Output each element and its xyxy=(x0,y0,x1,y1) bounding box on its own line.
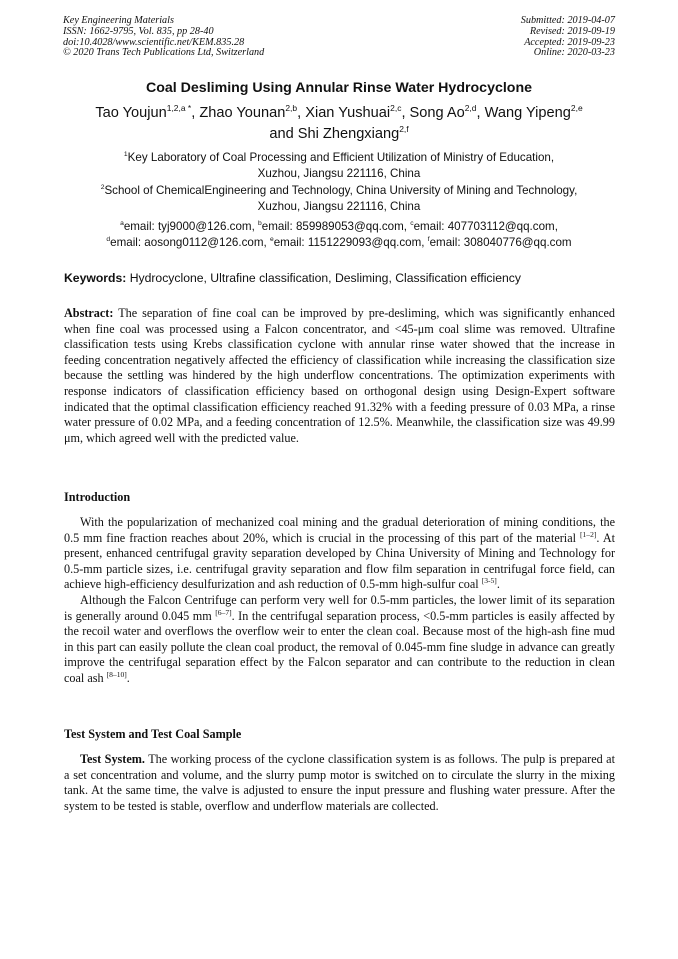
email-mark: f xyxy=(427,236,430,244)
keywords-text: Hydrocyclone, Ultrafine classification, Desliming, Classification efficiency xyxy=(129,271,521,285)
test-system-body xyxy=(64,752,615,814)
email-address[interactable]: email: 859989053@qq.com xyxy=(261,220,404,233)
publication-dates xyxy=(521,16,615,59)
subsection-runin-heading: Test System. xyxy=(80,752,145,766)
author-affiliation-mark: 2,d xyxy=(464,103,477,114)
email-address[interactable]: email: 407703112@qq.com xyxy=(413,220,555,233)
keywords xyxy=(64,271,615,285)
email-mark: d xyxy=(106,236,111,244)
author-list: Tao Youjun$^{1,2,a *}$, Zhao Younan$^{2,b}$, Xian Yushuai$^{2,c}$, Song Ao$^{2,d}$, Wang Yipeng$^{2,e}$ and Shi Zhengxiang$^{2,f}$ xyxy=(95,103,583,142)
email-mark: e xyxy=(269,236,274,244)
citation: [6–7] xyxy=(215,607,232,617)
paragraph-text: The working process of the cyclone classification system is as follows. The pulp is prepared at a set concentration and volume, and the slurry pump motor is switched on to circulate the slurry in the mixing tank. At the same time, the valve is adjusted to ensure the input pressure and flushing water pressure. After the system to be tested is stable, overflow and underflow materials are collected. xyxy=(64,752,615,813)
author-affiliation-mark: 1,2,a * xyxy=(166,103,192,114)
author-name: Wang Yipeng xyxy=(484,105,571,121)
citation: [8–10] xyxy=(106,669,127,679)
affiliation-number: 1 xyxy=(123,151,128,159)
email-address[interactable]: email: aosong0112@126.com xyxy=(110,236,264,249)
section-heading-test-system: Test System and Test Coal Sample xyxy=(64,727,242,741)
keywords-label: Keywords: xyxy=(64,271,127,285)
paragraph-text: . At present, enhanced centrifugal gravity separation developed by China University of Mining and Technology for 0.5-mm particle sizes, i.e. centrifugal gravity separation and flow film separation in centrifugal force field, can achieve high-efficiency desulfurization and ash reduction of 0.5-mm high-sulfur coal xyxy=(64,530,616,592)
email-mark: a xyxy=(120,220,124,228)
affiliation-number: 2 xyxy=(100,184,105,192)
affiliation-1 xyxy=(40,150,638,182)
paragraph-text: . xyxy=(496,577,500,592)
affiliation-line: School of ChemicalEngineering and Technology, China University of Mining and Technology, xyxy=(104,184,578,197)
issn-line: ISSN: 1662-9795, Vol. 835, pp 28-40 xyxy=(63,25,214,37)
paragraph xyxy=(64,515,615,593)
online-date: Online: 2020-03-23 xyxy=(533,47,615,59)
section-heading-introduction: Introduction xyxy=(64,490,131,504)
affiliation-2 xyxy=(40,183,638,215)
author-affiliation-mark: 2,c xyxy=(390,103,402,114)
paragraph xyxy=(64,752,615,814)
accepted-date: Accepted: 2019-09-23 xyxy=(524,36,615,48)
email-address[interactable]: email: 308040776@qq.com xyxy=(429,236,572,249)
abstract xyxy=(64,306,615,446)
author-emails: $^a$email: tyj9000@126.com, $^b$email: 859989053@qq.com, $^c$email: 407703112@qq.com, $^d$email: aosong0112@126.com, $^e$email: 1151229093@qq.com, $^f$email: 308040776@qq.com xyxy=(106,220,572,249)
paragraph-text: With the popularization of mechanized coal mining and the gradual deterioration of mining conditions, the 0.5 mm fine fraction reaches about 20%, which is crucial in the processing of this part of the material xyxy=(64,515,615,545)
citation: [1–2] xyxy=(580,529,597,539)
email-mark: c xyxy=(410,220,414,228)
email-mark: b xyxy=(258,220,262,228)
submitted-date: Submitted: 2019-04-07 xyxy=(520,15,615,26)
abstract-label: Abstract: xyxy=(64,306,114,320)
author-affiliation-mark: 2,f xyxy=(399,124,409,135)
author-name: Song Ao xyxy=(409,105,465,121)
author-name: Shi Zhengxiang xyxy=(297,126,400,142)
affiliation-location: Xuzhou, Jiangsu 221116, China xyxy=(257,200,421,213)
affiliation-line: Key Laboratory of Coal Processing and Efficient Utilization of Ministry of Education, xyxy=(127,151,555,164)
doi-line: doi:10.4028/www.scientific.net/KEM.835.28 xyxy=(63,36,245,48)
paragraph xyxy=(64,593,615,687)
author-affiliation-mark: 2,b xyxy=(285,103,298,114)
paragraph-text: Although the Falcon Centrifuge can perform very well for 0.5-mm particles, the lower limit of its separation is generally around 0.045 mm xyxy=(64,592,615,623)
copyright-line: © 2020 Trans Tech Publications Ltd, Switzerland xyxy=(63,47,265,59)
paper-title: Coal Desliming Using Annular Rinse Water Hydrocyclone xyxy=(145,80,533,96)
author-affiliation-mark: 2,e xyxy=(570,103,583,114)
author-name: Zhao Younan xyxy=(199,105,286,121)
journal-info xyxy=(63,16,264,59)
author-name: Tao Youjun xyxy=(95,105,167,121)
journal-name: Key Engineering Materials xyxy=(63,15,174,26)
introduction-body xyxy=(64,515,615,687)
abstract-text: The separation of fine coal can be improved by pre-desliming, which was significantly enhanced when fine coal was processed using a Falcon concentrator, and <45-μm coal slime was removed. Ultrafine classification tests using Krebs classification cyclone with annular rinse water showed that the increase in feeding concentration negatively affected the efficiency of classification while increasing the classification size because the settling was hindered by the high underflow concentrations. The optimization experiments with response indicators of classification efficiency based on orthogonal design using Design-Expert software indicated that the optimal classification efficiency reached 91.32% with a feeding pressure of 0.03 MPa, a rinse water pressure of 0.02 MPa, and a feeding concentration of 12.5%. Meanwhile, the classification size was 49.99 μm, which agreed well with the predicted value. xyxy=(64,306,615,445)
email-address[interactable]: email: tyj9000@126.com xyxy=(123,220,252,233)
email-address[interactable]: email: 1151229093@qq.com xyxy=(273,236,422,249)
affiliation-location: Xuzhou, Jiangsu 221116, China xyxy=(257,167,421,180)
paragraph-text: . xyxy=(126,670,130,685)
revised-date: Revised: 2019-09-19 xyxy=(529,25,615,37)
citation: [3-5] xyxy=(481,576,497,586)
author-name: Xian Yushuai xyxy=(305,105,391,121)
paragraph-text: . In the centrifugal separation process, <0.5-mm particles is easily affected by the recoil water and overflows the overflow weir to enter the clean coal. Because most of the high-ash fine mud in this part can easily pollute the clean coal product, the removal of 0.045-mm fine sludge in advance can greatly improve the centrifugal separation effect by the Falcon separator and can contribute to the reduction in clean coal ash xyxy=(64,608,615,685)
